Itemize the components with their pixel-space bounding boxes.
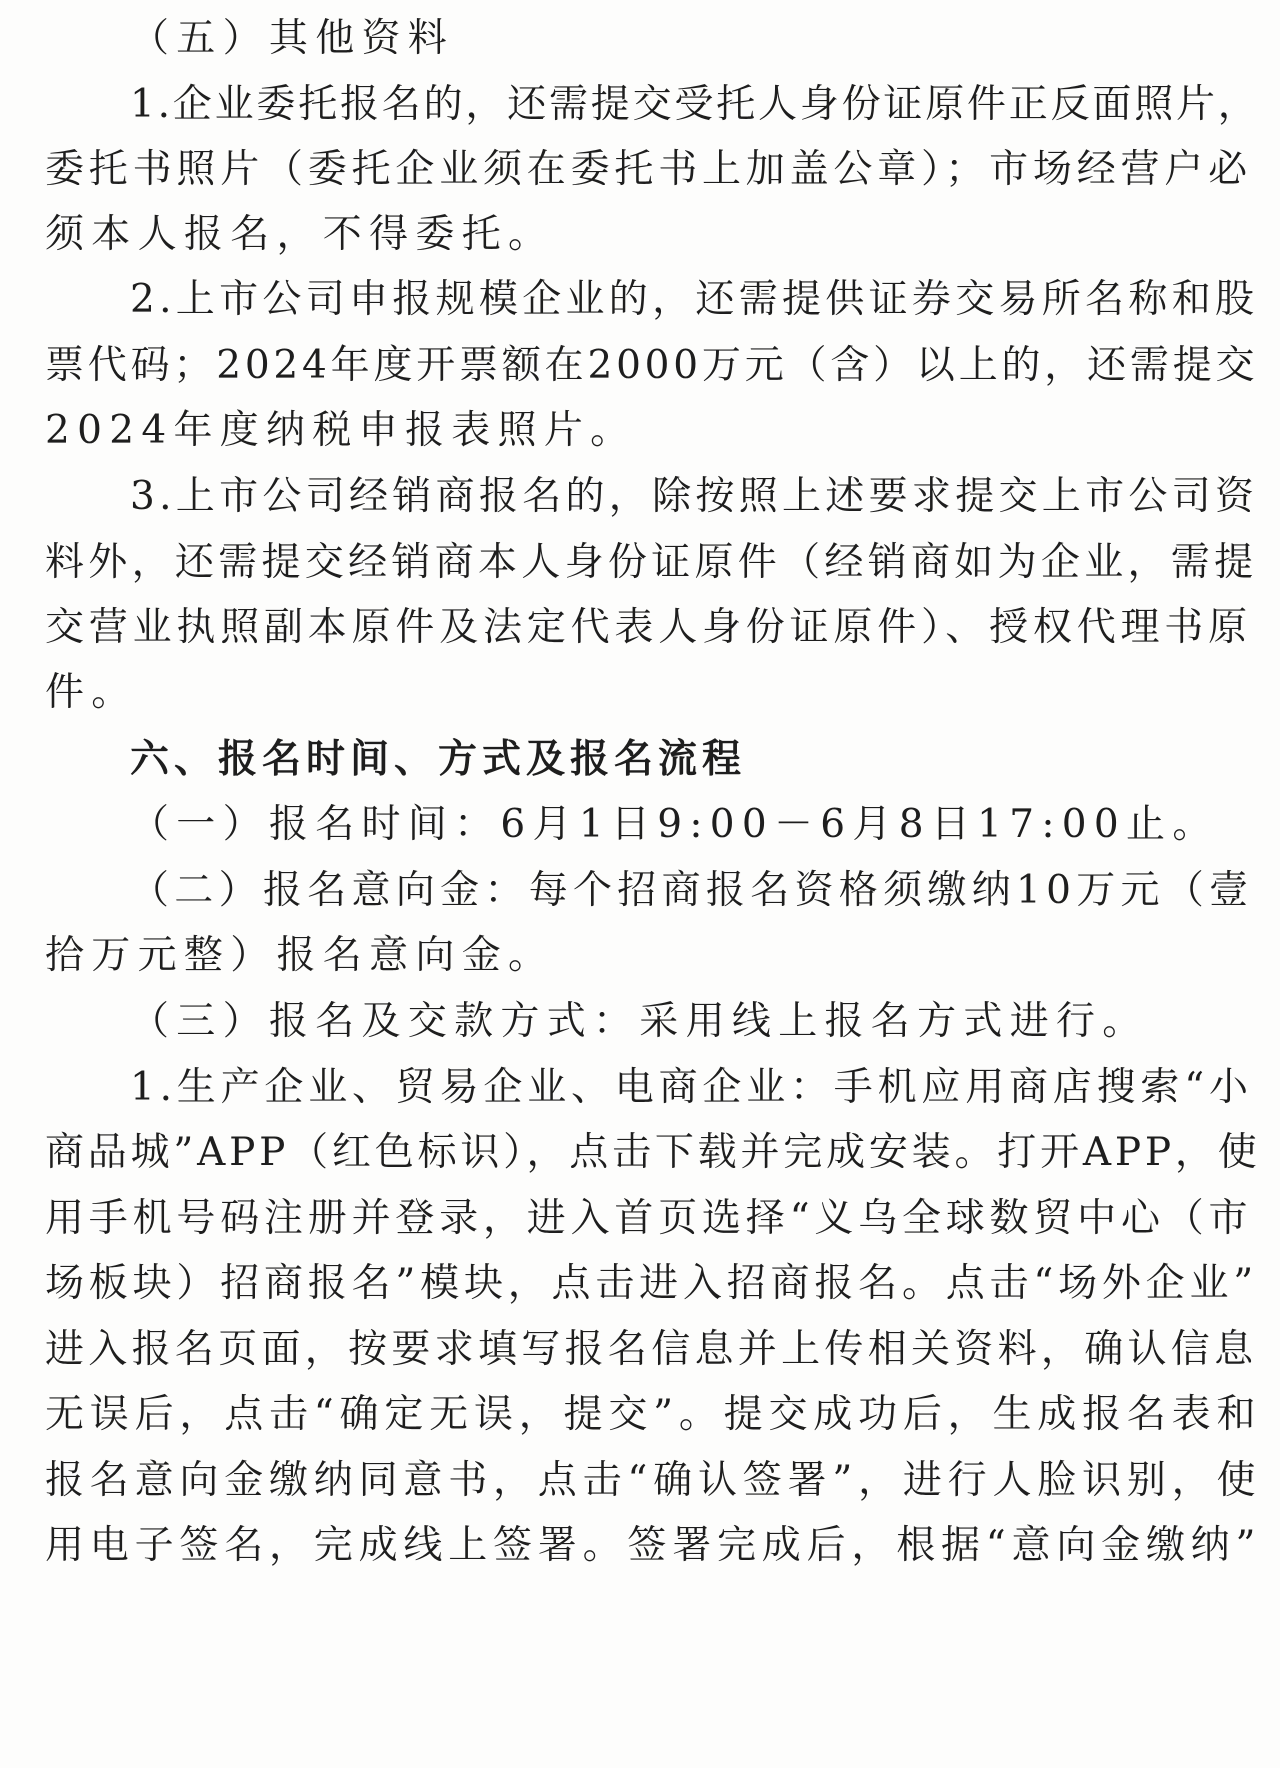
paragraph-line: 委托书照片（委托企业须在委托书上加盖公章）；市场经营户必: [45, 147, 1252, 192]
paragraph-line: 用手机号码注册并登录，进入首页选择“义乌全球数贸中心（市: [45, 1196, 1253, 1241]
paragraph-line: 进入报名页面，按要求填写报名信息并上传相关资料，确认信息: [45, 1327, 1258, 1372]
paragraph-line: 2.上市公司申报规模企业的，还需提供证券交易所名称和股: [130, 277, 1259, 322]
paragraph-line: 报名意向金缴纳同意书，点击“确认签署”，进行人脸识别，使: [45, 1458, 1262, 1503]
section-heading-other-materials: （五）其他资料: [130, 16, 455, 61]
paragraph-line: 用电子签名，完成线上签署。签署完成后，根据“意向金缴纳”: [45, 1523, 1262, 1568]
paragraph-line: 票代码；2024年度开票额在2000万元（含）以上的，还需提交: [45, 343, 1259, 388]
paragraph-line: （三）报名及交款方式：采用线上报名方式进行。: [130, 999, 1149, 1044]
paragraph-line: 3.上市公司经销商报名的，除按照上述要求提交上市公司资: [130, 474, 1259, 519]
paragraph-line: 交营业执照副本原件及法定代表人身份证原件）、授权代理书原: [45, 605, 1252, 650]
paragraph-line: 场板块）招商报名”模块，点击进入招商报名。点击“场外企业”: [45, 1261, 1259, 1306]
paragraph-line: 料外，还需提交经销商本人身份证原件（经销商如为企业，需提: [45, 540, 1258, 585]
section-heading-registration: 六、报名时间、方式及报名流程: [130, 737, 747, 782]
paragraph-line: 拾万元整）报名意向金。: [45, 933, 555, 978]
paragraph-line: 件。: [45, 670, 138, 715]
paragraph-line: 1.企业委托报名的，还需提交受托人身份证原件正反面照片，: [130, 82, 1260, 127]
paragraph-line: 2024年度纳税申报表照片。: [45, 408, 637, 453]
paragraph-line: 商品城”APP（红色标识），点击下载并完成安装。打开APP，使: [45, 1130, 1261, 1175]
paragraph-line: 须本人报名，不得委托。: [45, 212, 555, 257]
paragraph-line: （二）报名意向金：每个招商报名资格须缴纳10万元（壹: [130, 868, 1254, 913]
paragraph-line: 1.生产企业、贸易企业、电商企业：手机应用商店搜索“小: [130, 1065, 1253, 1110]
paragraph-line: （一）报名时间：6月1日9:00－6月8日17:00止。: [130, 802, 1219, 847]
paragraph-line: 无误后，点击“确定无误，提交”。提交成功后，生成报名表和: [45, 1392, 1262, 1437]
